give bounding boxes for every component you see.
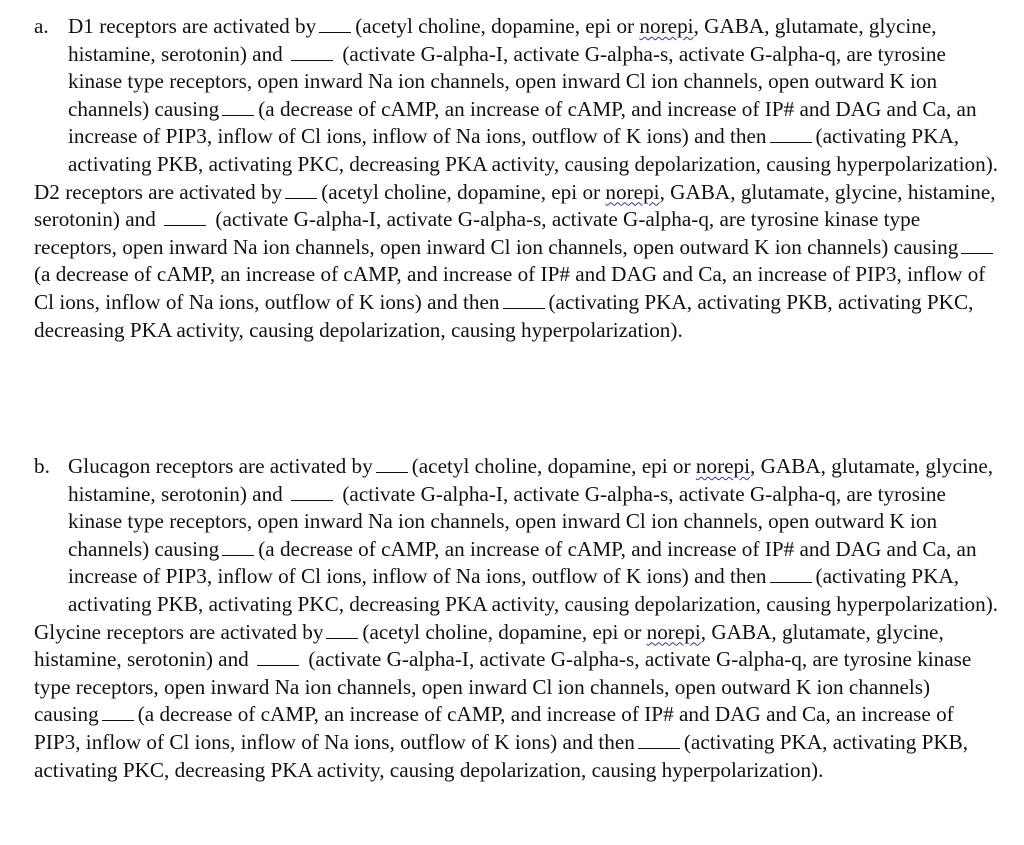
answer-blank-2[interactable] — [291, 481, 333, 501]
question-b — [34, 453, 999, 784]
receptor-intro: D2 receptors are activated by — [34, 179, 283, 204]
options-ligand: (acetyl choline, dopamine, epi or — [362, 619, 642, 644]
options-effect: (a decrease of cAMP, an increase of cAMP, and increase of IP# and DAG and Ca, an increase of PIP3, inflow of Cl ions, inflow of Na ions, outflow of K ions) and then — [68, 536, 977, 589]
options-ligand: (acetyl choline, dopamine, epi or — [411, 454, 691, 478]
question-b-second-paragraph — [34, 619, 999, 785]
options-ligand-rest: , GABA, glutamate, glycine, histamine, serotonin) and — [68, 454, 994, 506]
options-result: (activating PKA, activating PKB, activating PKC, decreasing PKA activity, causing depolarization, causing hyperpolarization). — [34, 289, 974, 342]
answer-blank-4[interactable] — [503, 289, 545, 309]
answer-blank-2[interactable] — [164, 206, 206, 226]
options-ligand-rest: , GABA, glutamate, glycine, histamine, serotonin) and — [34, 179, 996, 232]
question-a-second-paragraph — [34, 179, 999, 345]
answer-blank-3[interactable] — [961, 234, 993, 254]
options-action: (activate G-alpha-I, activate G-alpha-s, activate G-alpha-q, are tyrosine kinase type receptors, open inward Na ion channels, open inward Cl ion channels, open outward K ion channels) causing — [34, 207, 959, 259]
answer-blank-1[interactable] — [319, 13, 351, 33]
options-result: (activating PKA, activating PKB, activating PKC, decreasing PKA activity, causing depolarization, causing hyperpolarization). — [68, 564, 999, 616]
spellcheck-word: norepi — [639, 14, 694, 38]
spellcheck-word: norepi — [695, 454, 751, 478]
options-effect: (a decrease of cAMP, an increase of cAMP, and increase of IP# and DAG and Ca, an increase of PIP3, inflow of Cl ions, inflow of Na ions, outflow of K ions) and then — [68, 96, 977, 149]
options-result: (activating PKA, activating PKB, activating PKC, decreasing PKA activity, causing depolarization, causing hyperpolarization). — [34, 729, 969, 782]
options-action: (activate G-alpha-I, activate G-alpha-s, activate G-alpha-q, are tyrosine kinase type receptors, open inward Na ion channels, open inward Cl ion channels, open outward K ion channels) causing — [68, 481, 946, 561]
options-ligand-rest: , GABA, glutamate, glycine, histamine, serotonin) and — [34, 619, 944, 672]
answer-blank-4[interactable] — [770, 123, 812, 143]
answer-blank-1[interactable] — [376, 453, 408, 473]
options-ligand-rest: , GABA, glutamate, glycine, histamine, serotonin) and — [68, 14, 937, 66]
answer-blank-1[interactable] — [326, 619, 358, 639]
list-marker: b. — [34, 454, 50, 478]
receptor-intro: Glycine receptors are activated by — [34, 619, 324, 644]
question-a — [34, 13, 999, 344]
options-result: (activating PKA, activating PKB, activating PKC, decreasing PKA activity, causing depolarization, causing hyperpolarization). — [68, 124, 999, 176]
spellcheck-word: norepi — [605, 179, 660, 204]
question-a-item — [34, 13, 999, 179]
answer-blank-2[interactable] — [291, 41, 333, 61]
receptor-intro: Glucagon receptors are activated by — [68, 454, 373, 478]
options-ligand: (acetyl choline, dopamine, epi or — [355, 14, 635, 38]
answer-blank-3[interactable] — [222, 96, 254, 116]
question-b-item — [34, 453, 999, 619]
answer-blank-4[interactable] — [638, 729, 680, 749]
answer-blank-3[interactable] — [222, 536, 254, 556]
options-effect: (a decrease of cAMP, an increase of cAMP, and increase of IP# and DAG and Ca, an increase of PIP3, inflow of Cl ions, inflow of Na ions, outflow of K ions) and then — [34, 262, 986, 314]
options-ligand: (acetyl choline, dopamine, epi or — [321, 179, 601, 204]
options-effect: (a decrease of cAMP, an increase of cAMP, and increase of IP# and DAG and Ca, an increase of PIP3, inflow of Cl ions, inflow of Na ions, outflow of K ions) and then — [34, 702, 954, 754]
answer-blank-2[interactable] — [257, 646, 299, 666]
answer-blank-4[interactable] — [770, 563, 812, 583]
question-a-first-paragraph — [68, 13, 999, 179]
answer-blank-3[interactable] — [102, 701, 134, 721]
list-marker: a. — [34, 14, 49, 38]
answer-blank-1[interactable] — [285, 179, 317, 199]
question-b-first-paragraph — [68, 453, 999, 619]
options-action: (activate G-alpha-I, activate G-alpha-s, activate G-alpha-q, are tyrosine kinase type receptors, open inward Na ion channels, open inward Cl ion channels, open outward K ion channels) causing — [68, 41, 946, 121]
receptor-intro: D1 receptors are activated by — [68, 14, 317, 38]
spellcheck-word: norepi — [646, 619, 701, 644]
options-action: (activate G-alpha-I, activate G-alpha-s, activate G-alpha-q, are tyrosine kinase type receptors, open inward Na ion channels, open inward Cl ion channels, open outward K ion channels) causing — [34, 647, 972, 727]
